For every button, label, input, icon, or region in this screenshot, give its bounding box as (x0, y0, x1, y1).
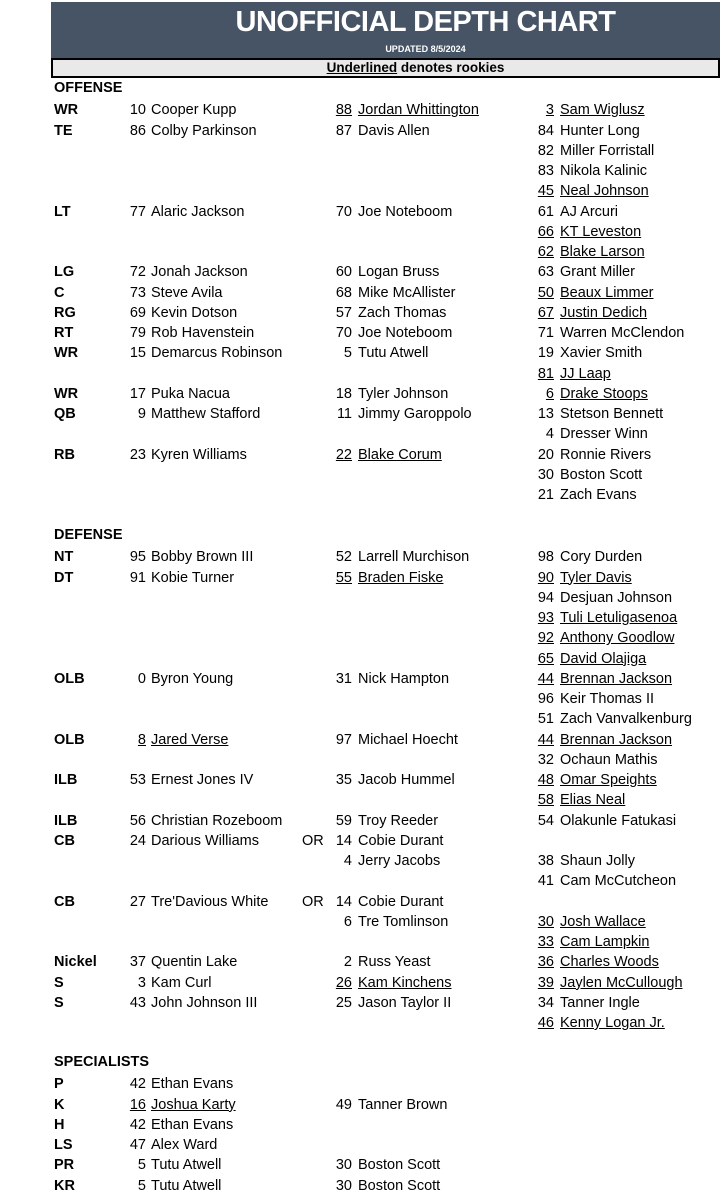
starter-name: Kam Curl (151, 974, 212, 991)
third-string-name: Neal Johnson (560, 183, 649, 200)
chart-header (51, 2, 720, 58)
depth-row (0, 445, 720, 465)
depth-row (0, 404, 720, 424)
section-title: DEFENSE (54, 527, 123, 543)
third-string-number: 41 (537, 873, 554, 890)
depth-row (0, 750, 720, 770)
depth-row (0, 709, 720, 729)
depth-row (0, 303, 720, 323)
position-label: RT (54, 325, 74, 341)
third-string-number: 94 (537, 589, 554, 606)
second-string-number: 55 (335, 569, 352, 586)
depth-row (0, 770, 720, 790)
starter-name: Darious Williams (151, 832, 259, 849)
position-label: TE (54, 122, 73, 139)
third-string-name: Boston Scott (560, 466, 643, 483)
third-string-name: Josh Wallace (560, 913, 646, 930)
depth-row (0, 242, 720, 262)
third-string-number: 84 (537, 122, 554, 139)
second-string-number: 14 (335, 832, 352, 849)
second-string-name: Kam Kinchens (358, 974, 452, 991)
second-string-name: Troy Reeder (358, 812, 439, 829)
position-label: ILB (54, 812, 78, 829)
depth-row (0, 181, 720, 201)
position-label: ILB (54, 772, 78, 788)
third-string-number: 3 (545, 102, 554, 119)
position-label: PR (54, 1157, 75, 1174)
third-string-name: Ochaun Mathis (560, 751, 658, 768)
third-string-name: Ronnie Rivers (560, 446, 652, 463)
third-string-name: Cam McCutcheon (560, 873, 677, 890)
depth-row (0, 343, 720, 363)
third-string-number: 71 (537, 325, 554, 341)
third-string-number: 20 (537, 446, 554, 463)
starter-number: 91 (129, 569, 146, 586)
third-string-number: 32 (537, 751, 554, 768)
position-label: S (54, 994, 64, 1011)
depth-row (0, 485, 720, 505)
position-label: DT (54, 569, 74, 586)
depth-row (0, 1074, 720, 1094)
starter-name: Ernest Jones IV (151, 772, 254, 788)
depth-row (0, 993, 720, 1013)
starter-number: 86 (129, 122, 146, 139)
depth-row (0, 649, 720, 669)
third-string-name: Omar Speights (560, 772, 657, 788)
third-string-number: 30 (537, 913, 554, 930)
legend-underlined: Underlined (326, 60, 398, 75)
starter-name: Puka Nacua (151, 385, 230, 402)
starter-name: Jonah Jackson (151, 264, 248, 281)
second-string-number: 57 (335, 304, 352, 321)
third-string-number: 62 (537, 244, 554, 260)
depth-row (0, 465, 720, 485)
depth-row (0, 547, 720, 567)
second-string-name: Russ Yeast (358, 954, 431, 971)
second-string-number: 14 (335, 893, 352, 910)
depth-row (0, 1155, 720, 1175)
depth-row (0, 283, 720, 303)
third-string-name: Sam Wiglusz (560, 102, 645, 119)
depth-row (0, 262, 720, 282)
third-string-name: Keir Thomas II (560, 691, 655, 707)
second-string-name: Jordan Whittington (358, 102, 479, 119)
depth-row (0, 588, 720, 608)
position-label: CB (54, 893, 75, 910)
second-string-name: Nick Hampton (358, 670, 450, 687)
or-label: OR (302, 832, 324, 849)
starter-number: 5 (137, 1177, 146, 1194)
or-label: OR (302, 893, 324, 910)
third-string-number: 81 (537, 365, 554, 382)
third-string-number: 51 (537, 711, 554, 728)
depth-row (0, 1115, 720, 1135)
second-string-name: Joe Noteboom (358, 203, 453, 220)
third-string-number: 30 (537, 466, 554, 483)
second-string-name: Cobie Durant (358, 832, 444, 849)
second-string-name: Davis Allen (358, 122, 430, 139)
third-string-name: Brennan Jackson (560, 731, 673, 748)
third-string-name: Charles Woods (560, 954, 659, 971)
starter-number: 17 (129, 385, 146, 402)
position-label: C (54, 284, 65, 301)
second-string-name: Tre Tomlinson (358, 913, 449, 930)
third-string-name: Shaun Jolly (560, 853, 635, 869)
starter-name: Tre'Davious White (151, 893, 269, 910)
third-string-number: 54 (537, 812, 554, 829)
position-label: OLB (54, 731, 85, 748)
second-string-name: Jimmy Garoppolo (358, 406, 472, 422)
position-label: RB (54, 446, 75, 463)
second-string-name: Cobie Durant (358, 893, 444, 910)
second-string-number: 87 (335, 122, 352, 139)
second-string-number: 4 (343, 853, 352, 869)
starter-name: Colby Parkinson (151, 122, 257, 139)
starter-number: 0 (137, 670, 146, 687)
second-string-name: Blake Corum (358, 446, 442, 463)
starter-name: Jared Verse (151, 731, 229, 748)
starter-name: Cooper Kupp (151, 102, 237, 119)
third-string-number: 67 (537, 304, 554, 321)
third-string-number: 96 (537, 691, 554, 707)
third-string-name: Brennan Jackson (560, 670, 673, 687)
starter-number: 3 (137, 974, 146, 991)
second-string-number: 97 (335, 731, 352, 748)
updated-date: UPDATED 8/5/2024 (385, 44, 466, 54)
second-string-name: Larrell Murchison (358, 549, 470, 566)
third-string-number: 44 (537, 731, 554, 748)
starter-name: Alex Ward (151, 1137, 218, 1153)
starter-number: 10 (129, 102, 146, 119)
position-label: K (54, 1096, 65, 1113)
second-string-name: Michael Hoecht (358, 731, 458, 748)
third-string-name: Elias Neal (560, 792, 626, 809)
position-label: P (54, 1076, 64, 1093)
depth-row (0, 912, 720, 932)
depth-row (0, 568, 720, 588)
third-string-name: Anthony Goodlow (560, 630, 675, 647)
starter-number: 95 (129, 549, 146, 566)
starter-name: Kobie Turner (151, 569, 235, 586)
depth-row (0, 364, 720, 384)
starter-name: Alaric Jackson (151, 203, 245, 220)
depth-row (0, 202, 720, 222)
starter-number: 73 (129, 284, 146, 301)
third-string-number: 34 (537, 994, 554, 1011)
legend-text: denotes rookies (397, 60, 505, 75)
second-string-number: 59 (335, 812, 352, 829)
depth-row (0, 932, 720, 952)
starter-number: 42 (129, 1116, 146, 1133)
third-string-name: Blake Larson (560, 244, 645, 260)
second-string-number: 60 (335, 264, 352, 281)
third-string-name: Tyler Davis (560, 569, 632, 586)
starter-name: Joshua Karty (151, 1096, 236, 1113)
second-string-number: 70 (335, 203, 352, 220)
third-string-number: 65 (537, 650, 554, 667)
position-label: LS (54, 1137, 73, 1153)
second-string-number: 70 (335, 325, 352, 341)
starter-number: 16 (129, 1096, 146, 1113)
depth-row (0, 424, 720, 444)
second-string-name: Boston Scott (358, 1157, 441, 1174)
second-string-number: 2 (343, 954, 352, 971)
depth-row (0, 730, 720, 750)
starter-number: 37 (129, 954, 146, 971)
third-string-number: 58 (537, 792, 554, 809)
second-string-number: 68 (335, 284, 352, 301)
third-string-number: 13 (537, 406, 554, 422)
starter-number: 56 (129, 812, 146, 829)
third-string-number: 98 (537, 549, 554, 566)
third-string-number: 82 (537, 142, 554, 159)
starter-name: Ethan Evans (151, 1076, 234, 1093)
third-string-name: David Olajiga (560, 650, 647, 667)
second-string-number: 52 (335, 549, 352, 566)
section-title: SPECIALISTS (54, 1054, 150, 1070)
starter-name: Rob Havenstein (151, 325, 255, 341)
depth-row (0, 323, 720, 343)
starter-name: Ethan Evans (151, 1116, 234, 1133)
starter-name: Demarcus Robinson (151, 345, 283, 362)
depth-row (0, 892, 720, 912)
rookie-legend (51, 58, 720, 78)
position-label: CB (54, 832, 75, 849)
position-label: WR (54, 385, 79, 402)
starter-number: 42 (129, 1076, 146, 1093)
position-label: KR (54, 1177, 75, 1194)
depth-row (0, 100, 720, 120)
second-string-name: Braden Fiske (358, 569, 444, 586)
starter-name: Byron Young (151, 670, 234, 687)
depth-row (0, 831, 720, 851)
third-string-number: 48 (537, 772, 554, 788)
page-title: UNOFFICIAL DEPTH CHART (235, 6, 616, 38)
third-string-number: 83 (537, 163, 554, 179)
depth-row (0, 973, 720, 993)
position-label: WR (54, 345, 79, 362)
third-string-number: 66 (537, 223, 554, 240)
second-string-number: 30 (335, 1177, 352, 1194)
second-string-number: 26 (335, 974, 352, 991)
third-string-name: KT Leveston (560, 223, 642, 240)
second-string-name: Logan Bruss (358, 264, 440, 281)
position-label: OLB (54, 670, 85, 687)
second-string-number: 18 (335, 385, 352, 402)
second-string-number: 5 (343, 345, 352, 362)
depth-row (0, 608, 720, 628)
third-string-name: Xavier Smith (560, 345, 643, 362)
third-string-number: 36 (537, 954, 554, 971)
third-string-name: Kenny Logan Jr. (560, 1015, 665, 1031)
starter-name: Tutu Atwell (151, 1157, 222, 1174)
third-string-name: Cory Durden (560, 549, 643, 566)
starter-number: 47 (129, 1137, 146, 1153)
third-string-number: 4 (545, 426, 554, 443)
position-label: NT (54, 549, 74, 566)
starter-name: Quentin Lake (151, 954, 238, 971)
starter-number: 77 (129, 203, 146, 220)
starter-number: 69 (129, 304, 146, 321)
third-string-name: JJ Laap (560, 365, 611, 382)
second-string-number: 35 (335, 772, 352, 788)
third-string-number: 93 (537, 610, 554, 626)
starter-name: Steve Avila (151, 284, 223, 301)
starter-name: Bobby Brown III (151, 549, 254, 566)
third-string-number: 38 (537, 853, 554, 869)
third-string-name: Nikola Kalinic (560, 163, 648, 179)
second-string-number: 49 (335, 1096, 352, 1113)
starter-number: 5 (137, 1157, 146, 1174)
second-string-name: Zach Thomas (358, 304, 447, 321)
third-string-number: 61 (537, 203, 554, 220)
starter-name: Christian Rozeboom (151, 812, 283, 829)
third-string-name: Justin Dedich (560, 304, 648, 321)
depth-row (0, 121, 720, 141)
starter-number: 53 (129, 772, 146, 788)
third-string-number: 45 (537, 183, 554, 200)
depth-row (0, 851, 720, 871)
position-label: H (54, 1116, 65, 1133)
depth-row (0, 952, 720, 972)
depth-row (0, 222, 720, 242)
depth-row (0, 161, 720, 181)
position-label: LG (54, 264, 75, 281)
second-string-name: Joe Noteboom (358, 325, 453, 341)
starter-number: 15 (129, 345, 146, 362)
third-string-number: 6 (545, 385, 554, 402)
depth-row (0, 1176, 720, 1196)
starter-name: Kevin Dotson (151, 304, 238, 321)
second-string-name: Tutu Atwell (358, 345, 429, 362)
third-string-name: Miller Forristall (560, 142, 655, 159)
position-label: QB (54, 406, 76, 422)
third-string-name: Tuli Letuligasenoa (560, 610, 678, 626)
second-string-number: 31 (335, 670, 352, 687)
third-string-number: 46 (537, 1015, 554, 1031)
starter-number: 8 (137, 731, 146, 748)
starter-number: 27 (129, 893, 146, 910)
depth-row (0, 811, 720, 831)
second-string-number: 88 (335, 102, 352, 119)
depth-row (0, 669, 720, 689)
position-label: WR (54, 102, 79, 119)
starter-number: 9 (137, 406, 146, 422)
third-string-number: 33 (537, 934, 554, 950)
second-string-name: Boston Scott (358, 1177, 441, 1194)
depth-row (0, 689, 720, 709)
third-string-number: 92 (537, 630, 554, 647)
third-string-name: Jaylen McCullough (560, 974, 683, 991)
third-string-name: Stetson Bennett (560, 406, 664, 422)
starter-number: 24 (129, 832, 146, 849)
third-string-number: 44 (537, 670, 554, 687)
second-string-name: Jacob Hummel (358, 772, 455, 788)
depth-row (0, 628, 720, 648)
second-string-name: Tyler Johnson (358, 385, 449, 402)
third-string-number: 50 (537, 284, 554, 301)
third-string-name: Hunter Long (560, 122, 640, 139)
second-string-number: 30 (335, 1157, 352, 1174)
starter-number: 23 (129, 446, 146, 463)
third-string-name: Grant Miller (560, 264, 635, 281)
second-string-name: Mike McAllister (358, 284, 456, 301)
starter-name: Tutu Atwell (151, 1177, 222, 1194)
third-string-name: AJ Arcuri (560, 203, 619, 220)
second-string-number: 11 (336, 406, 352, 422)
position-label: S (54, 974, 64, 991)
second-string-number: 22 (335, 446, 352, 463)
starter-name: Kyren Williams (151, 446, 247, 463)
second-string-name: Jason Taylor II (358, 994, 452, 1011)
depth-row (0, 1095, 720, 1115)
starter-name: Matthew Stafford (151, 406, 261, 422)
starter-name: John Johnson III (151, 994, 258, 1011)
depth-row (0, 790, 720, 810)
third-string-name: Olakunle Fatukasi (560, 812, 677, 829)
third-string-name: Drake Stoops (560, 385, 648, 402)
third-string-name: Dresser Winn (560, 426, 648, 443)
third-string-name: Zach Vanvalkenburg (560, 711, 692, 728)
third-string-name: Cam Lampkin (560, 934, 650, 950)
depth-row (0, 141, 720, 161)
third-string-number: 21 (537, 487, 554, 503)
depth-row (0, 871, 720, 891)
starter-number: 43 (129, 994, 146, 1011)
second-string-name: Jerry Jacobs (358, 853, 441, 869)
position-label: LT (54, 203, 71, 220)
third-string-number: 63 (537, 264, 554, 281)
third-string-name: Desjuan Johnson (560, 589, 673, 606)
third-string-name: Warren McClendon (560, 325, 685, 341)
third-string-number: 90 (537, 569, 554, 586)
starter-number: 72 (129, 264, 146, 281)
depth-row (0, 1013, 720, 1033)
depth-row (0, 384, 720, 404)
second-string-name: Tanner Brown (358, 1096, 448, 1113)
third-string-number: 39 (537, 974, 554, 991)
third-string-name: Zach Evans (560, 487, 637, 503)
section-title: OFFENSE (54, 80, 123, 96)
third-string-number: 19 (537, 345, 554, 362)
position-label: Nickel (54, 954, 97, 971)
position-label: RG (54, 304, 76, 321)
third-string-name: Beaux Limmer (560, 284, 654, 301)
second-string-number: 25 (335, 994, 352, 1011)
second-string-number: 6 (343, 913, 352, 930)
third-string-name: Tanner Ingle (560, 994, 640, 1011)
starter-number: 79 (129, 325, 146, 341)
depth-row (0, 1135, 720, 1155)
